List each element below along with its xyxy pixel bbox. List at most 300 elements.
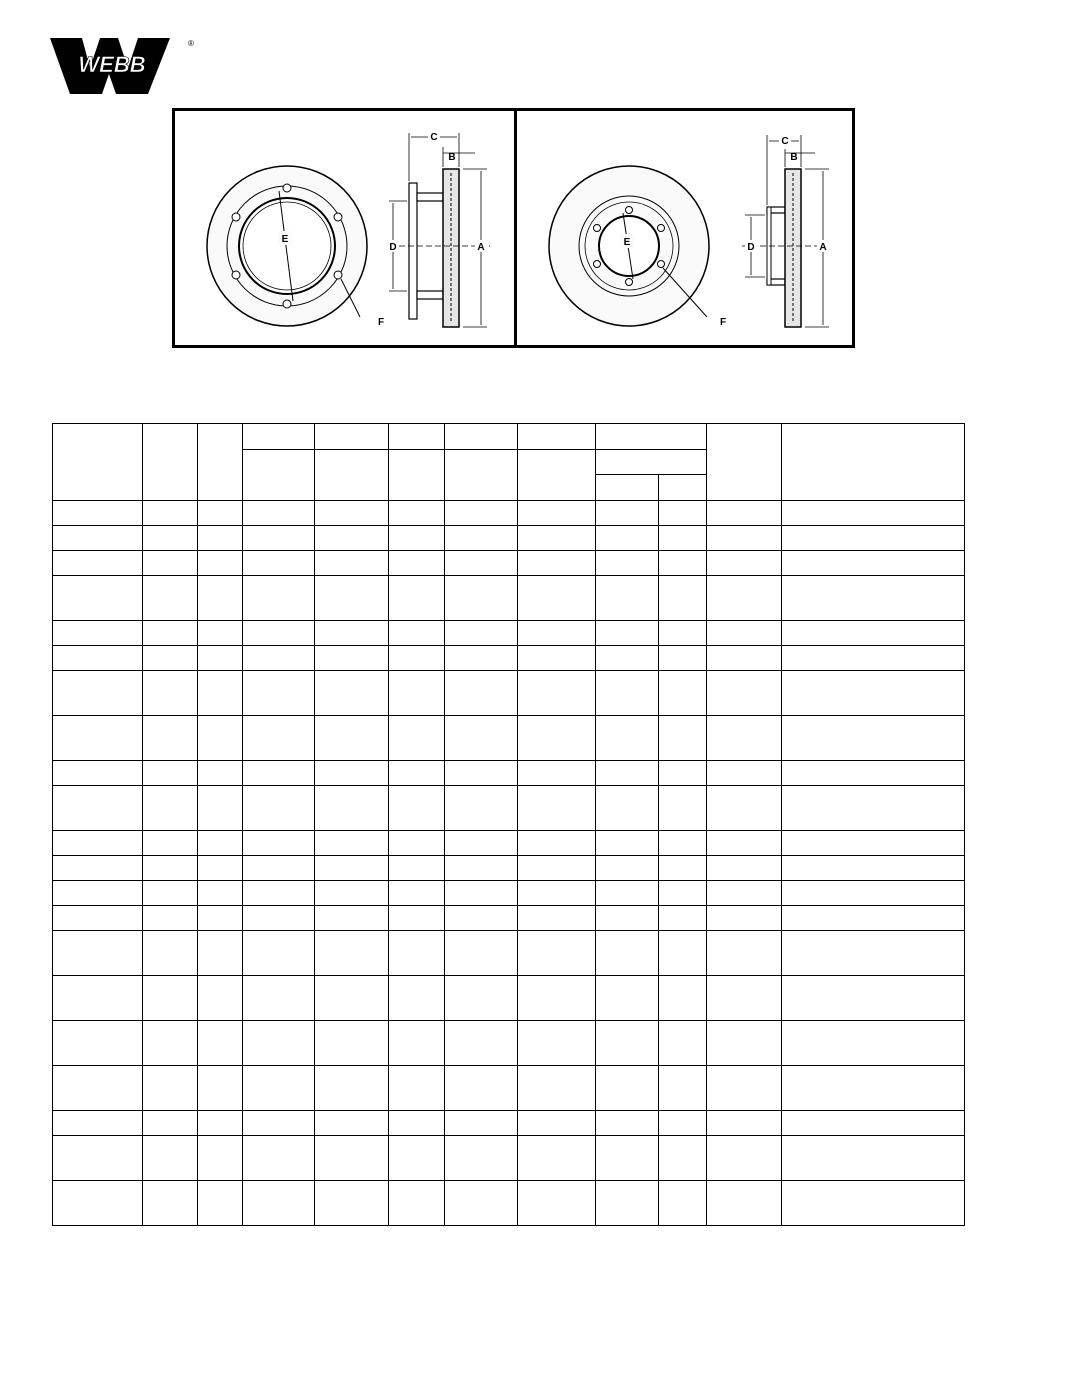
table-cell xyxy=(389,906,445,931)
table-cell xyxy=(445,881,518,906)
table-cell xyxy=(143,551,198,576)
table-cell xyxy=(143,576,198,621)
table-cell xyxy=(315,786,389,831)
table-cell xyxy=(707,761,782,786)
table-cell xyxy=(782,831,965,856)
dimension-e-label: E xyxy=(623,237,631,248)
table-cell xyxy=(53,786,143,831)
table-cell xyxy=(659,646,707,671)
table-cell xyxy=(143,906,198,931)
table-cell xyxy=(315,671,389,716)
table-cell xyxy=(707,526,782,551)
table-cell xyxy=(445,931,518,976)
table-cell xyxy=(53,1181,143,1226)
table-cell xyxy=(143,786,198,831)
table-cell xyxy=(53,976,143,1021)
table-cell xyxy=(389,931,445,976)
table-cell xyxy=(518,1181,596,1226)
table-cell xyxy=(596,1136,659,1181)
table-cell xyxy=(315,881,389,906)
table-cell xyxy=(518,831,596,856)
table-cell xyxy=(389,621,445,646)
table-cell xyxy=(596,906,659,931)
table-cell xyxy=(596,786,659,831)
table-cell xyxy=(389,646,445,671)
table-cell xyxy=(707,671,782,716)
table-cell xyxy=(445,856,518,881)
table-cell xyxy=(518,671,596,716)
dimension-b-label: B xyxy=(790,152,798,163)
table-cell xyxy=(707,856,782,881)
dimension-b-label: B xyxy=(448,152,456,163)
table-cell xyxy=(782,881,965,906)
table-cell xyxy=(518,551,596,576)
table-cell xyxy=(707,1136,782,1181)
table-cell xyxy=(53,716,143,761)
table-cell xyxy=(518,1111,596,1136)
table-row xyxy=(53,1021,965,1066)
table-cell xyxy=(243,526,315,551)
table-cell xyxy=(198,551,243,576)
dimension-a-label: A xyxy=(819,242,827,253)
table-cell xyxy=(518,1021,596,1066)
table-cell xyxy=(143,621,198,646)
table-cell xyxy=(445,761,518,786)
table-cell xyxy=(198,1111,243,1136)
table-cell xyxy=(518,931,596,976)
table-cell xyxy=(198,646,243,671)
table-cell xyxy=(707,786,782,831)
table-cell xyxy=(659,786,707,831)
table-cell xyxy=(53,856,143,881)
table-cell xyxy=(315,1021,389,1066)
header-cell xyxy=(596,450,707,475)
table-cell xyxy=(782,1136,965,1181)
table-cell xyxy=(596,1111,659,1136)
table-row xyxy=(53,1066,965,1111)
webb-logo xyxy=(50,36,195,96)
table-cell xyxy=(659,881,707,906)
table-cell xyxy=(243,1021,315,1066)
registered-mark: ® xyxy=(188,39,194,48)
table-cell xyxy=(707,621,782,646)
table-cell xyxy=(445,831,518,856)
table-cell xyxy=(389,551,445,576)
table-cell xyxy=(53,621,143,646)
table-cell xyxy=(659,716,707,761)
table-cell xyxy=(782,551,965,576)
table-cell xyxy=(243,716,315,761)
table-cell xyxy=(315,1136,389,1181)
table-cell xyxy=(53,881,143,906)
table-cell xyxy=(315,831,389,856)
table-cell xyxy=(143,931,198,976)
table-cell xyxy=(596,976,659,1021)
header-cell xyxy=(707,424,782,501)
table-cell xyxy=(782,501,965,526)
table-cell xyxy=(596,526,659,551)
table-cell xyxy=(243,646,315,671)
table-cell xyxy=(143,1066,198,1111)
table-cell xyxy=(315,646,389,671)
logo-wordmark: WEBB xyxy=(78,52,146,77)
table-cell xyxy=(782,976,965,1021)
table-cell xyxy=(782,526,965,551)
header-cell xyxy=(243,424,315,450)
table-cell xyxy=(445,671,518,716)
table-cell xyxy=(518,501,596,526)
table-cell xyxy=(518,1136,596,1181)
dimension-d-label: D xyxy=(389,242,397,253)
table-cell xyxy=(198,931,243,976)
table-cell xyxy=(143,1136,198,1181)
table-cell xyxy=(596,716,659,761)
table-cell xyxy=(53,526,143,551)
table-cell xyxy=(445,716,518,761)
table-cell xyxy=(389,881,445,906)
table-cell xyxy=(389,1181,445,1226)
table-cell xyxy=(198,906,243,931)
table-cell xyxy=(198,671,243,716)
table-cell xyxy=(389,976,445,1021)
table-cell xyxy=(389,501,445,526)
table-cell xyxy=(707,881,782,906)
table-cell xyxy=(659,671,707,716)
table-row xyxy=(53,831,965,856)
table-cell xyxy=(659,621,707,646)
table-cell xyxy=(445,786,518,831)
table-row xyxy=(53,1136,965,1181)
table-cell xyxy=(596,881,659,906)
table-row xyxy=(53,881,965,906)
table-cell xyxy=(53,576,143,621)
table-cell xyxy=(143,646,198,671)
table-cell xyxy=(389,856,445,881)
rotor-diagram-right xyxy=(517,111,852,345)
table-cell xyxy=(389,1111,445,1136)
table-row xyxy=(53,716,965,761)
table-cell xyxy=(659,1111,707,1136)
table-cell xyxy=(518,1066,596,1111)
header-cell xyxy=(659,475,707,501)
table-cell xyxy=(389,1021,445,1066)
table-cell xyxy=(143,1111,198,1136)
table-cell xyxy=(198,761,243,786)
table-cell xyxy=(389,1066,445,1111)
table-cell xyxy=(445,1136,518,1181)
header-cell xyxy=(389,450,445,501)
table-cell xyxy=(198,976,243,1021)
table-cell xyxy=(315,906,389,931)
table-cell xyxy=(782,856,965,881)
table-cell xyxy=(243,761,315,786)
table-cell xyxy=(782,931,965,976)
table-cell xyxy=(53,551,143,576)
table-row xyxy=(53,906,965,931)
table-cell xyxy=(445,646,518,671)
table-cell xyxy=(53,501,143,526)
table-cell xyxy=(707,1066,782,1111)
table-cell xyxy=(243,1136,315,1181)
table-cell xyxy=(198,1021,243,1066)
header-cell xyxy=(53,424,143,501)
table-cell xyxy=(315,551,389,576)
rotor-diagram-left xyxy=(175,111,514,345)
table-cell xyxy=(659,551,707,576)
dimension-f-label: F xyxy=(720,317,727,328)
table-cell xyxy=(389,761,445,786)
table-header-row xyxy=(53,424,965,450)
table-row xyxy=(53,931,965,976)
table-cell xyxy=(782,621,965,646)
table-cell xyxy=(198,621,243,646)
table-cell xyxy=(445,576,518,621)
table-cell xyxy=(243,906,315,931)
header-cell xyxy=(518,424,596,450)
table-cell xyxy=(782,906,965,931)
table-cell xyxy=(53,831,143,856)
header-cell xyxy=(445,450,518,501)
table-cell xyxy=(198,501,243,526)
table-row xyxy=(53,786,965,831)
table-cell xyxy=(782,1066,965,1111)
dimension-e-label: E xyxy=(281,234,289,245)
table-cell xyxy=(596,621,659,646)
table-cell xyxy=(198,881,243,906)
table-cell xyxy=(243,1066,315,1111)
table-cell xyxy=(596,856,659,881)
table-cell xyxy=(243,881,315,906)
table-cell xyxy=(707,576,782,621)
dimension-d-label: D xyxy=(747,242,755,253)
table-cell xyxy=(198,716,243,761)
table-cell xyxy=(389,671,445,716)
table-cell xyxy=(659,1066,707,1111)
table-cell xyxy=(243,1111,315,1136)
table-row xyxy=(53,1111,965,1136)
table-cell xyxy=(315,576,389,621)
table-row xyxy=(53,761,965,786)
table-cell xyxy=(707,646,782,671)
table-cell xyxy=(243,786,315,831)
table-cell xyxy=(782,576,965,621)
header-cell xyxy=(596,475,659,501)
table-row xyxy=(53,621,965,646)
table-cell xyxy=(389,716,445,761)
table-cell xyxy=(143,856,198,881)
table-cell xyxy=(707,906,782,931)
table-cell xyxy=(707,831,782,856)
table-cell xyxy=(445,501,518,526)
table-cell xyxy=(782,1111,965,1136)
header-cell xyxy=(143,424,198,501)
table-cell xyxy=(782,716,965,761)
table-cell xyxy=(243,976,315,1021)
table-cell xyxy=(518,856,596,881)
table-cell xyxy=(143,831,198,856)
table-cell xyxy=(518,621,596,646)
table-cell xyxy=(198,1136,243,1181)
table-cell xyxy=(596,576,659,621)
table-cell xyxy=(198,526,243,551)
table-cell xyxy=(143,1181,198,1226)
table-cell xyxy=(596,646,659,671)
table-cell xyxy=(243,931,315,976)
table-cell xyxy=(445,551,518,576)
table-cell xyxy=(596,761,659,786)
table-cell xyxy=(707,501,782,526)
table-cell xyxy=(143,501,198,526)
table-cell xyxy=(782,1021,965,1066)
table-cell xyxy=(782,646,965,671)
table-cell xyxy=(243,831,315,856)
header-cell xyxy=(445,424,518,450)
table-cell xyxy=(707,551,782,576)
table-cell xyxy=(53,906,143,931)
table-cell xyxy=(707,1181,782,1226)
table-cell xyxy=(198,1066,243,1111)
table-cell xyxy=(315,856,389,881)
table-cell xyxy=(143,1021,198,1066)
table-cell xyxy=(707,1021,782,1066)
table-cell xyxy=(243,576,315,621)
table-cell xyxy=(315,931,389,976)
table-cell xyxy=(518,761,596,786)
table-cell xyxy=(707,976,782,1021)
table-cell xyxy=(518,576,596,621)
table-cell xyxy=(659,576,707,621)
table-cell xyxy=(445,976,518,1021)
table-cell xyxy=(707,716,782,761)
table-cell xyxy=(389,831,445,856)
table-cell xyxy=(53,646,143,671)
table-cell xyxy=(315,976,389,1021)
table-cell xyxy=(315,1066,389,1111)
table-cell xyxy=(243,501,315,526)
table-cell xyxy=(243,856,315,881)
table-cell xyxy=(53,1021,143,1066)
rotor-spec-table xyxy=(52,423,965,1226)
table-cell xyxy=(315,501,389,526)
table-cell xyxy=(389,786,445,831)
table-cell xyxy=(445,526,518,551)
table-cell xyxy=(596,501,659,526)
table-cell xyxy=(53,1136,143,1181)
dimension-c-label: C xyxy=(781,136,789,147)
table-cell xyxy=(518,526,596,551)
table-cell xyxy=(659,856,707,881)
table-cell xyxy=(659,501,707,526)
table-row xyxy=(53,526,965,551)
table-cell xyxy=(659,931,707,976)
table-cell xyxy=(518,881,596,906)
table-row xyxy=(53,551,965,576)
table-row xyxy=(53,856,965,881)
table-cell xyxy=(659,1021,707,1066)
table-cell xyxy=(659,1181,707,1226)
table-cell xyxy=(782,761,965,786)
table-row xyxy=(53,976,965,1021)
header-cell xyxy=(198,424,243,501)
table-cell xyxy=(243,621,315,646)
table-cell xyxy=(782,786,965,831)
table-cell xyxy=(315,621,389,646)
table-cell xyxy=(198,831,243,856)
table-cell xyxy=(243,551,315,576)
table-cell xyxy=(198,786,243,831)
header-cell xyxy=(518,450,596,501)
table-cell xyxy=(445,621,518,646)
table-cell xyxy=(596,1021,659,1066)
table-cell xyxy=(707,931,782,976)
table-cell xyxy=(596,671,659,716)
table-cell xyxy=(243,1181,315,1226)
table-cell xyxy=(53,1066,143,1111)
table-cell xyxy=(243,671,315,716)
table-cell xyxy=(315,1111,389,1136)
table-cell xyxy=(659,906,707,931)
header-cell xyxy=(389,424,445,450)
table-row xyxy=(53,671,965,716)
table-cell xyxy=(596,931,659,976)
table-cell xyxy=(143,716,198,761)
table-cell xyxy=(518,646,596,671)
table-cell xyxy=(389,526,445,551)
table-cell xyxy=(596,831,659,856)
table-cell xyxy=(596,1066,659,1111)
table-cell xyxy=(53,1111,143,1136)
table-cell xyxy=(445,1111,518,1136)
header-cell xyxy=(315,424,389,450)
dimension-c-label: C xyxy=(430,132,438,143)
table-cell xyxy=(53,931,143,976)
table-cell xyxy=(198,856,243,881)
table-cell xyxy=(659,976,707,1021)
table-cell xyxy=(315,526,389,551)
header-cell xyxy=(315,450,389,501)
table-cell xyxy=(143,761,198,786)
table-cell xyxy=(198,1181,243,1226)
table-cell xyxy=(596,1181,659,1226)
table-cell xyxy=(659,1136,707,1181)
table-cell xyxy=(389,1136,445,1181)
table-cell xyxy=(143,526,198,551)
table-cell xyxy=(53,671,143,716)
dimension-f-label: F xyxy=(378,317,385,328)
table-cell xyxy=(315,716,389,761)
table-row xyxy=(53,1181,965,1226)
table-row xyxy=(53,501,965,526)
table-cell xyxy=(659,831,707,856)
table-cell xyxy=(445,1021,518,1066)
header-cell xyxy=(243,450,315,501)
table-cell xyxy=(518,786,596,831)
table-cell xyxy=(389,576,445,621)
table-cell xyxy=(659,761,707,786)
dimension-a-label: A xyxy=(477,242,485,253)
header-cell xyxy=(596,424,707,450)
table-cell xyxy=(782,671,965,716)
table-cell xyxy=(143,881,198,906)
table-cell xyxy=(315,761,389,786)
table-cell xyxy=(518,976,596,1021)
table-cell xyxy=(445,1066,518,1111)
table-cell xyxy=(315,1181,389,1226)
table-row xyxy=(53,576,965,621)
table-cell xyxy=(143,976,198,1021)
table-cell xyxy=(659,526,707,551)
header-cell xyxy=(782,424,965,501)
